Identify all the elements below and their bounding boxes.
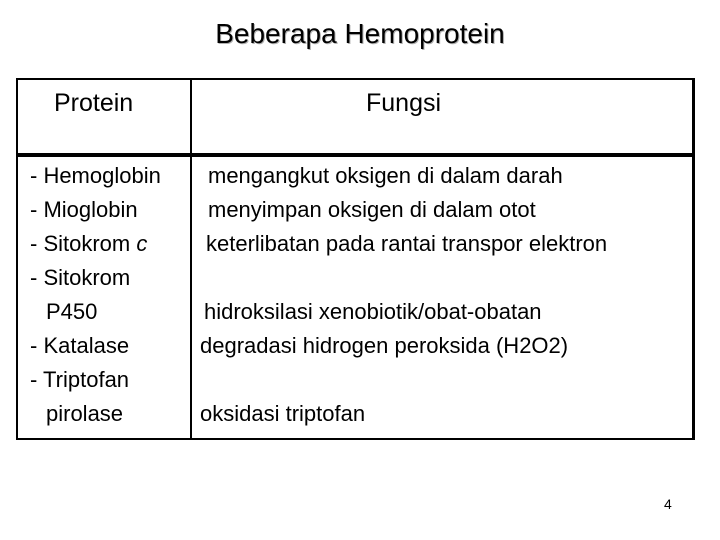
slide-title: Beberapa Hemoprotein [215, 18, 505, 49]
protein-hemoglobin: - Hemoglobin [30, 163, 161, 188]
protein-katalase: - Katalase [30, 333, 130, 358]
fungsi-sitokrom-p450: hidroksilasi xenobiotik/obat-obatan [204, 299, 542, 324]
table-column-divider [190, 78, 192, 440]
fungsi-triptofan-pirolase: oksidasi triptofan [200, 401, 366, 426]
slide-number: 4 [664, 496, 672, 512]
protein-sitokrom-c-prefix: - Sitokrom [30, 231, 137, 256]
protein-sitokrom-c [30, 231, 147, 257]
fungsi-hemoglobin: mengangkut oksigen di dalam darah [208, 163, 563, 188]
fungsi-sitokrom-c: keterlibatan pada rantai transpor elektron [206, 231, 608, 256]
protein-sitokrom-p450-line1: - Sitokrom [30, 265, 131, 290]
table-bottom-border [16, 438, 695, 440]
fungsi-katalase: degradasi hidrogen peroksida (H2O2) [200, 333, 569, 358]
column-header-protein: Protein [54, 89, 134, 117]
column-header-fungsi: Fungsi [366, 89, 442, 117]
protein-triptofan-pirolase-line1: - Triptofan [30, 367, 130, 392]
protein-triptofan-pirolase-line2: pirolase [46, 401, 124, 426]
protein-sitokrom-c-italic: c [136, 231, 148, 256]
protein-sitokrom-p450-line2: P450 [46, 299, 98, 324]
table-right-border [692, 78, 695, 440]
fungsi-mioglobin: menyimpan oksigen di dalam otot [208, 197, 536, 222]
table-left-border [16, 78, 18, 440]
protein-mioglobin: - Mioglobin [30, 197, 138, 222]
table-top-border [16, 78, 695, 80]
table-header-divider [16, 153, 695, 157]
